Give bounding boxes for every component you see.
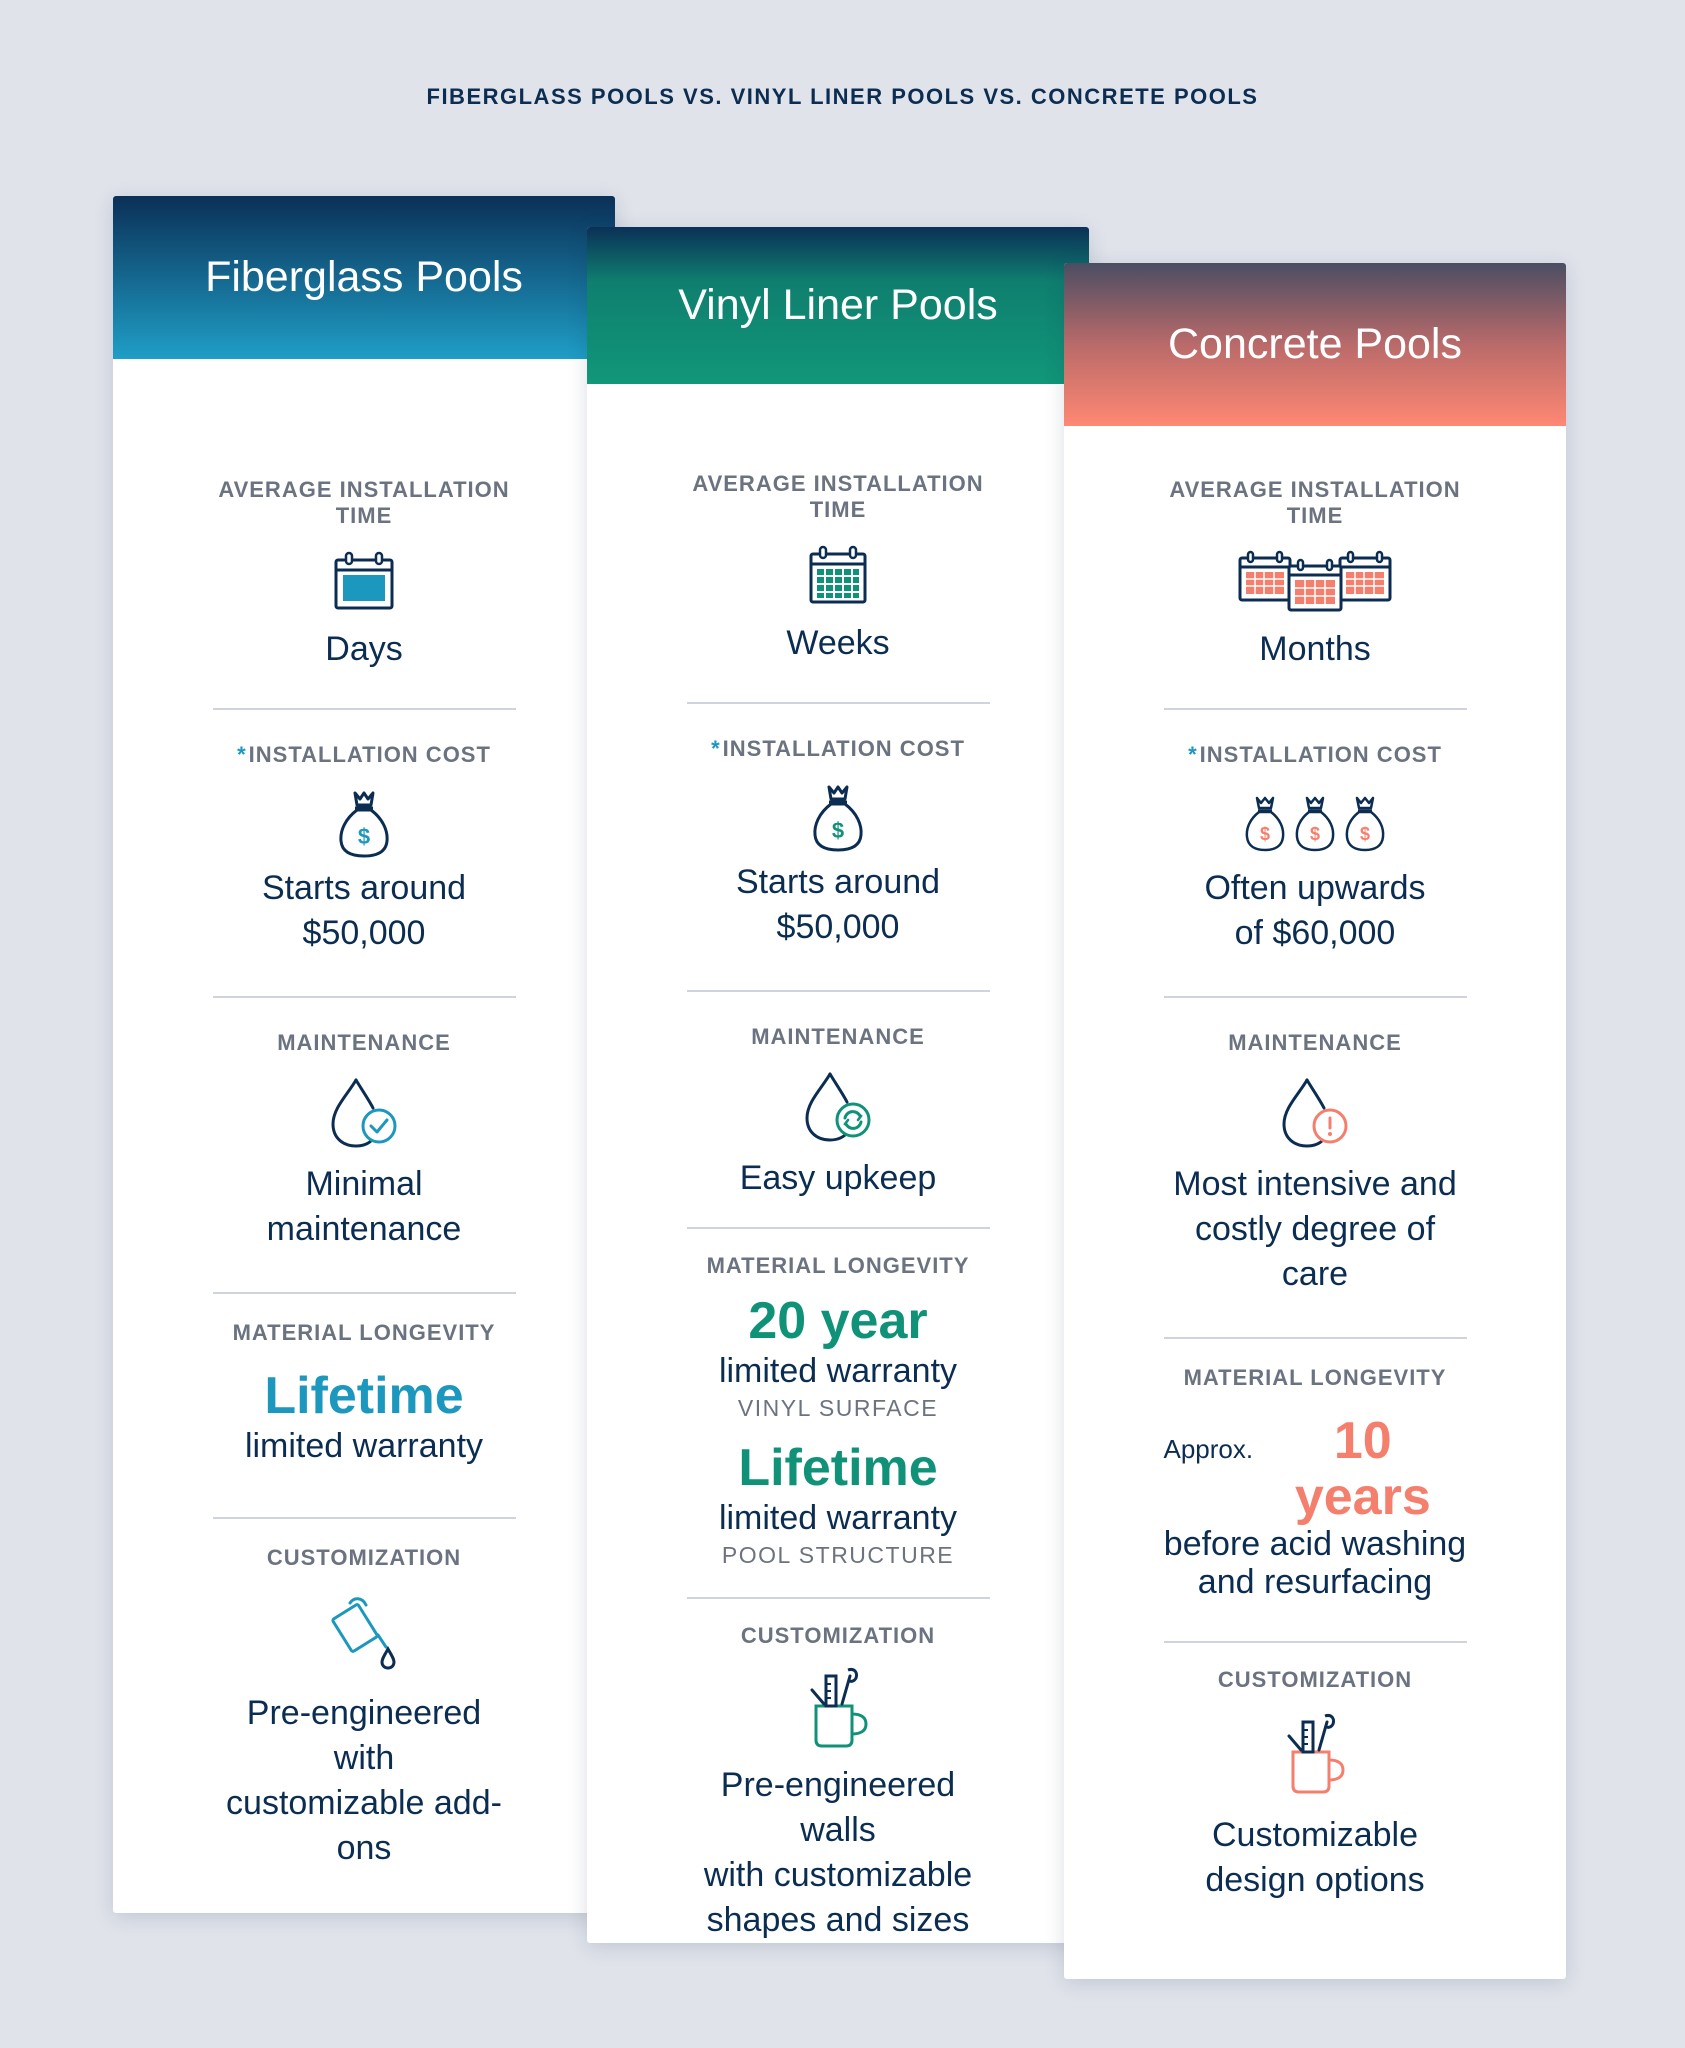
concrete-card [1064, 263, 1566, 1979]
maintenance-value: Most intensive and costly degree of care [1173, 1165, 1457, 1293]
divider [213, 1292, 516, 1294]
maintenance-value: Easy upkeep [739, 1159, 937, 1197]
money-bags-icon [1243, 788, 1387, 860]
fiberglass-cost [213, 742, 516, 956]
fiberglass-install-time [213, 477, 516, 672]
customization-label: CUSTOMIZATION [1217, 1667, 1413, 1692]
divider [687, 990, 990, 992]
water-drop-alert-icon [1280, 1076, 1350, 1150]
divider [1164, 996, 1467, 998]
design-tools-cup-icon [806, 1665, 870, 1749]
water-drop-refresh-icon [803, 1070, 873, 1144]
divider [213, 1517, 516, 1519]
concrete-install-time [1164, 477, 1467, 672]
svg-text:$: $ [1359, 824, 1371, 844]
install-time-value: Weeks [786, 624, 890, 662]
maintenance-value: Minimal maintenance [266, 1165, 462, 1248]
svg-text:$: $ [1259, 824, 1271, 844]
calendars-icon [1237, 549, 1393, 613]
concrete-title: Concrete Pools [1168, 320, 1462, 368]
page-title: FIBERGLASS POOLS VS. VINYL LINER POOLS VS. CONCRETE POOLS [426, 84, 1259, 109]
longevity-sub-structure: POOL STRUCTURE [721, 1542, 955, 1568]
divider [1164, 1641, 1467, 1643]
fiberglass-maintenance [213, 1030, 516, 1252]
customization-value: Pre-engineered walls with customizable shapes and sizes [703, 1766, 973, 1939]
longevity-prefix: Approx. [1163, 1434, 1254, 1464]
maintenance-label: MAINTENANCE [277, 1030, 451, 1055]
divider [213, 708, 516, 710]
svg-text:$: $ [357, 824, 371, 849]
longevity-highlight-structure: Lifetime [738, 1439, 938, 1497]
divider [687, 702, 990, 704]
install-cost-label: *INSTALLATION COST [711, 736, 965, 761]
fiberglass-card [113, 196, 615, 1913]
divider [213, 996, 516, 998]
customization-value: Pre-engineered with customizable add-ons [226, 1694, 502, 1867]
money-bag-icon [811, 782, 865, 854]
longevity-value: before acid washing and resurfacing [1163, 1525, 1467, 1601]
divider [687, 1227, 990, 1229]
concrete-maintenance [1164, 1030, 1467, 1297]
install-cost-label: *INSTALLATION COST [1188, 742, 1442, 767]
longevity-highlight-surface: 20 year [748, 1292, 928, 1350]
fiberglass-longevity [213, 1320, 516, 1469]
maintenance-label: MAINTENANCE [751, 1024, 925, 1049]
longevity-value-structure: limited warranty [718, 1499, 958, 1537]
longevity-label: MATERIAL LONGEVITY [232, 1320, 496, 1345]
install-cost-value: Often upwards of $60,000 [1204, 869, 1426, 952]
vinyl-customization [687, 1623, 990, 1943]
vinyl-header [587, 227, 1089, 384]
customization-label: CUSTOMIZATION [740, 1623, 936, 1648]
concrete-cost [1164, 742, 1467, 956]
install-time-value: Days [325, 630, 403, 668]
longevity-value: limited warranty [244, 1427, 484, 1465]
longevity-value-surface: limited warranty [718, 1352, 958, 1390]
install-time-label: AVERAGE INSTALLATION TIME [1169, 477, 1461, 528]
longevity-sub-surface: VINYL SURFACE [737, 1395, 939, 1421]
vinyl-cost [687, 736, 990, 950]
calendar-icon [333, 549, 395, 613]
divider [687, 1597, 990, 1599]
calendar-grid-icon [808, 543, 868, 607]
longevity-label: MATERIAL LONGEVITY [706, 1253, 970, 1278]
concrete-longevity [1164, 1365, 1467, 1601]
install-time-value: Months [1259, 630, 1371, 668]
install-cost-label: *INSTALLATION COST [237, 742, 491, 767]
customization-value: Customizable design options [1205, 1816, 1425, 1899]
vinyl-install-time [687, 471, 990, 666]
longevity-highlight: 10 years [1294, 1412, 1431, 1526]
vinyl-card [587, 227, 1089, 1943]
design-tools-cup-icon [1283, 1711, 1347, 1795]
vinyl-longevity [687, 1253, 990, 1569]
concrete-customization [1164, 1667, 1467, 1903]
install-cost-value: Starts around $50,000 [735, 863, 941, 946]
divider [1164, 1337, 1467, 1339]
maintenance-label: MAINTENANCE [1228, 1030, 1402, 1055]
vinyl-maintenance [687, 1024, 990, 1201]
svg-text:$: $ [1309, 824, 1321, 844]
paint-bucket-icon [328, 1593, 400, 1673]
money-bag-icon [337, 788, 391, 860]
longevity-label: MATERIAL LONGEVITY [1183, 1365, 1447, 1390]
install-time-label: AVERAGE INSTALLATION TIME [218, 477, 510, 528]
fiberglass-customization [213, 1545, 516, 1871]
concrete-header [1064, 263, 1566, 426]
vinyl-title: Vinyl Liner Pools [678, 281, 998, 329]
customization-label: CUSTOMIZATION [266, 1545, 462, 1570]
fiberglass-header [113, 196, 615, 359]
longevity-highlight-row [1164, 1413, 1467, 1525]
svg-text:$: $ [831, 818, 845, 843]
fiberglass-title: Fiberglass Pools [205, 253, 523, 301]
water-drop-check-icon [329, 1076, 399, 1150]
divider [1164, 708, 1467, 710]
longevity-highlight: Lifetime [264, 1367, 464, 1425]
install-cost-value: Starts around $50,000 [261, 869, 467, 952]
install-time-label: AVERAGE INSTALLATION TIME [692, 471, 984, 522]
